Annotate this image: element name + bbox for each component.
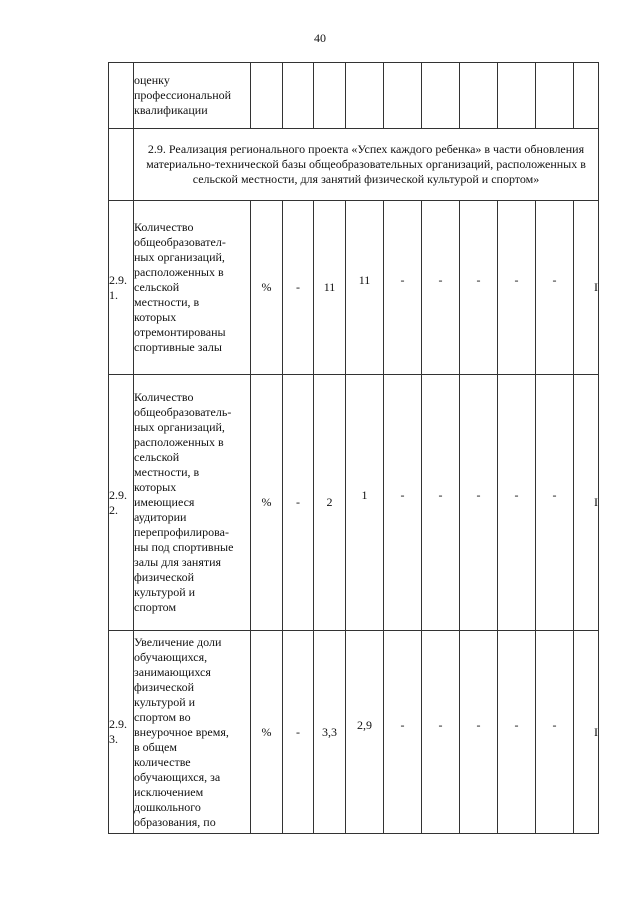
unit-cell: % [251,631,283,834]
value-cell: - [476,717,481,732]
value-cell: - [514,717,519,732]
continuation-name-cell [134,63,251,129]
value-cell: - [438,717,443,732]
indicator-name: Количество общеобразователь- ных организаций, расположенных в сельской местности, в которых имеющиеся аудитории перепрофилирова- ны под спортивные залы для занятия физической культурой и спортом [134,375,251,631]
name-line: оценку [134,73,170,87]
value-cell: - [476,273,481,287]
value-cell: - [400,273,405,287]
value-cell: - [438,273,443,287]
value-cell: 2 [314,375,346,631]
table-row [109,631,599,834]
name-line: квалификации [134,103,208,117]
table-row [109,375,599,631]
name-line: профессиональной [134,88,232,102]
indicator-name: Количество общеобразовател- ных организаций, расположенных в сельской местности, в которых отремонтированы спортивные залы [134,201,251,375]
value-cell: - [552,488,557,502]
section-header-row [109,129,599,201]
value-cell: - [552,273,557,287]
value-cell: I [574,201,599,375]
value-cell: I [574,375,599,631]
row-number: 2.9. 2. [109,375,134,631]
value-cell: - [400,488,405,502]
continuation-num-cell [109,63,134,129]
unit-cell: % [251,375,283,631]
value-cell: 11 [358,273,371,287]
row-number: 2.9. 3. [109,631,134,834]
value-cell: - [283,375,314,631]
value-cell: 2,9 [357,717,372,732]
value-cell: 11 [314,201,346,375]
value-cell: - [283,201,314,375]
value-cell: - [438,488,443,502]
value-cell: - [552,717,557,732]
page-number: 40 [314,31,326,45]
value-cell: - [476,488,481,502]
row-number: 2.9. 1. [109,201,134,375]
value-cell: 1 [361,488,368,502]
value-cell: - [400,717,405,732]
continuation-row [109,63,599,129]
table-row [109,201,599,375]
unit-cell: % [251,201,283,375]
value-cell: 3,3 [314,631,346,834]
section-title: 2.9. Реализация регионального проекта «Успех каждого ребенка» в части обновления материально-технической базы общеобразовательных организаций, расположенных в сельской местности, для занятий физической культурой и спортом» [134,129,599,201]
indicators-table [108,62,599,834]
value-cell: - [514,273,519,287]
value-cell: - [514,488,519,502]
value-cell: I [574,631,599,834]
indicator-name: Увеличение доли обучающихся, занимающихся физической культурой и спортом во внеурочное время, в общем количестве обучающихся, за исключением дошкольного образования, по [134,631,251,834]
value-cell: - [283,631,314,834]
